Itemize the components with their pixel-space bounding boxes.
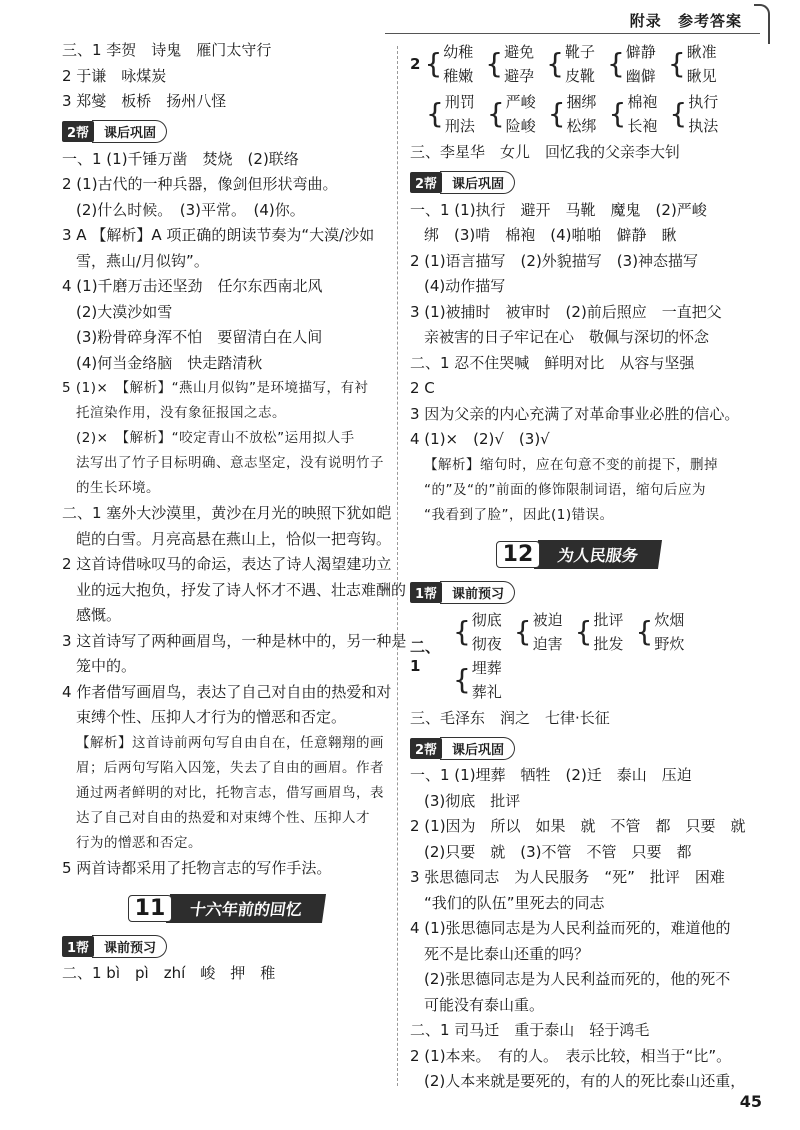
answer-line: 笼中的。 [76, 657, 137, 675]
brace-icon: { [513, 614, 532, 648]
word: 葬礼 [471, 682, 502, 701]
lesson-number: 11 [128, 895, 173, 922]
brace-icon: { [424, 47, 443, 80]
word-pairs-row [410, 90, 746, 138]
answer-line: 雪，燕山/月似钩”。 [76, 251, 209, 270]
answer-line: 2 (1)语言描写 (2)外貌描写 (3)神态描写 [410, 251, 699, 270]
badge-label: 课后巩固 [440, 737, 515, 760]
word: 埋葬 [471, 658, 502, 677]
answer-line: 3 A 【解析】A 项正确的朗读节奏为“大漠/沙如 [62, 226, 375, 244]
answer-line: 业的远大抱负，抒发了诗人怀才不遇、壮志难酬的 [76, 580, 407, 599]
lesson-name: 十六年前的回忆 [166, 894, 326, 923]
word: 皮靴 [564, 67, 595, 85]
badge-label: 课后巩固 [440, 171, 515, 194]
answer-line: 3 (1)被捕时 被审时 (2)前后照应 一直把父 [410, 302, 722, 321]
answer-line: 2 (1)本来。 有的人。 表示比较，相当于“比”。 [410, 1046, 732, 1065]
word: 被迫 [532, 610, 563, 629]
brace-icon: { [667, 47, 686, 80]
word: 批发 [593, 634, 624, 653]
word: 长袍 [627, 117, 658, 135]
brace-icon: { [547, 97, 566, 130]
lesson-name: 为人民服务 [534, 540, 662, 569]
word: 僻静 [625, 43, 656, 61]
answer-line: 二、1 塞外大沙漠里，黄沙在月光的映照下犹如皑 [62, 504, 392, 522]
word: 野炊 [654, 634, 685, 653]
header-rule [385, 33, 760, 34]
answer-line: 一、1 (1)埋葬 牺牲 (2)迁 泰山 压迫 [410, 766, 692, 784]
word-pairs-row [410, 608, 746, 704]
answer-line: (3)彻底 批评 [424, 791, 521, 810]
question-number: 二、1 [410, 638, 441, 675]
word: 稚嫩 [443, 67, 474, 85]
badge-step: 2帮 [410, 172, 442, 193]
brace-icon: { [486, 97, 505, 130]
word: 避孕 [504, 67, 535, 85]
brace-icon: { [426, 97, 444, 130]
answer-line: 绑 (3)啃 棉袍 (4)啪啪 僻静 瞅 [424, 226, 677, 244]
answer-line: 2 于谦 咏煤炭 [62, 66, 167, 85]
answer-line: 感慨。 [76, 606, 122, 624]
explanation-line: 通过两者鲜明的对比，托物言志，借写画眉鸟，表 [76, 784, 384, 801]
badge-label: 课前预习 [440, 581, 515, 604]
answer-line: (2)张思德同志是为人民利益而死的，他的死不 [424, 970, 731, 988]
word-pair [668, 40, 717, 88]
word: 严峻 [505, 93, 536, 111]
word: 炊烟 [654, 610, 685, 629]
word-pair [426, 90, 475, 138]
brace-icon: { [485, 47, 504, 80]
lesson-title-12 [410, 538, 746, 572]
word: 彻夜 [471, 634, 502, 653]
word: 捆绑 [566, 93, 597, 111]
word: 幽僻 [625, 67, 656, 85]
answer-line: 2 (1)古代的一种兵器，像剑但形状弯曲。 [62, 175, 338, 193]
lesson-title-11 [62, 891, 390, 925]
explanation-line: 【解析】这首诗前两句写自由自在，任意翱翔的画 [76, 734, 384, 751]
page-number: 45 [739, 1092, 762, 1111]
badge-step: 2帮 [62, 121, 94, 142]
header-answers: 参考答案 [677, 12, 742, 30]
section-badge-pre-class [62, 935, 390, 957]
answer-line: 亲被害的日子牢记在心 敬佩与深切的怀念 [424, 328, 710, 346]
brace-icon: { [574, 614, 593, 648]
answer-line: 3 因为父亲的内心充满了对革命事业必胜的信心。 [410, 404, 740, 423]
answer-line: 二、1 司马迁 重于泰山 轻于鸿毛 [410, 1021, 650, 1039]
answer-line: (4)何当金络脑 快走踏清秋 [76, 353, 263, 372]
answer-line: 3 这首诗写了两种画眉鸟，一种是林中的，另一种是 [62, 631, 407, 650]
brace-icon: { [608, 97, 627, 130]
answer-line: (4)动作描写 [424, 277, 506, 295]
word-pair [453, 608, 502, 656]
answer-line: 法写出了竹子目标明确、意志坚定，没有说明竹子 [76, 455, 384, 471]
badge-label: 课前预习 [92, 935, 167, 958]
explanation-line: “我看到了脸”，因此(1)错误。 [424, 506, 614, 523]
word: 执法 [688, 117, 719, 135]
word-pair [669, 90, 718, 138]
word: 避免 [504, 43, 535, 61]
question-number: 2 [410, 55, 421, 73]
answer-line: 2 这首诗借咏叹马的命运，表达了诗人渴望建功立 [62, 555, 392, 573]
answer-line: (2)人本来就是要死的，有的人的死比泰山还重， [424, 1072, 746, 1090]
answer-line: 5 (1)× 【解析】“燕山月似钩”是环境描写，有衬 [62, 380, 369, 396]
answer-line: 4 (1)千磨万击还坚劲 任尔东西南北风 [62, 277, 323, 295]
word-pair [548, 90, 597, 138]
answer-line: 束缚个性、压抑人才行为的憎恶和否定。 [76, 708, 347, 726]
word: 刑法 [444, 117, 475, 135]
word: 瞅准 [686, 43, 717, 61]
section-badge-after-class [410, 172, 746, 194]
word-pair [485, 40, 534, 88]
answer-line: “我们的队伍”里死去的同志 [424, 893, 605, 912]
word-pair [546, 40, 595, 88]
answer-line: 5 两首诗都采用了托物言志的写作手法。 [62, 858, 332, 877]
section-badge-pre-class [410, 582, 746, 604]
word: 靴子 [564, 43, 595, 61]
answer-line: 二、1 bì pì zhí 峻 押 稚 [62, 964, 276, 982]
brace-icon: { [452, 662, 471, 696]
explanation-line: 达了自己对自由的热爱和对束缚个性、压抑人才 [76, 809, 370, 826]
word-pair [607, 40, 656, 88]
answer-line: (2)大漠沙如雪 [76, 302, 173, 321]
answer-line: 死不是比泰山还重的吗？ [424, 944, 590, 963]
answer-line: 2 (1)因为 所以 如果 就 不管 都 只要 就 [410, 817, 746, 835]
answer-line: 一、1 (1)执行 避开 马靴 魔鬼 (2)严峻 [410, 200, 707, 219]
answer-line: (2)只要 就 (3)不管 不管 只要 都 [424, 842, 692, 861]
answer-line: (2)什么时候。 (3)平常。 (4)你。 [76, 200, 305, 219]
word: 批评 [593, 610, 624, 629]
brace-icon: { [546, 47, 564, 80]
explanation-line: “的”及“的”前面的修饰限制词语，缩句后应为 [424, 481, 706, 498]
word-pair [635, 608, 684, 656]
word-pair [424, 40, 473, 88]
word: 瞅见 [686, 67, 717, 85]
answer-line: 4 (1)× (2)√ (3)√ [410, 430, 550, 448]
answer-line: 4 作者借写画眉鸟，表达了自己对自由的热爱和对 [62, 682, 392, 701]
answer-line: 皑的白雪。月亮高悬在燕山上，恰似一把弯钩。 [76, 529, 392, 548]
running-header [620, 10, 742, 31]
word: 迫害 [532, 634, 563, 653]
answer-line: 一、1 (1)千锤万凿 焚烧 (2)联络 [62, 149, 299, 168]
word: 险峻 [505, 117, 536, 135]
badge-step: 2帮 [410, 738, 442, 759]
answer-line: 4 (1)张思德同志是为人民利益而死的，难道他的 [410, 919, 731, 937]
answer-line: 3 郑燮 板桥 扬州八怪 [62, 92, 227, 110]
word-pair [453, 656, 502, 704]
word-pair [609, 90, 658, 138]
word: 棉袍 [627, 93, 658, 111]
left-column [62, 38, 407, 987]
lesson-number: 12 [496, 541, 541, 568]
brace-icon: { [669, 97, 688, 130]
word-pairs-row [410, 40, 746, 88]
word-pair [487, 90, 536, 138]
answer-line: 2 C [410, 379, 435, 397]
answer-line: (3)粉骨碎身浑不怕 要留清白在人间 [76, 328, 323, 346]
word: 执行 [688, 93, 719, 111]
word: 彻底 [471, 610, 502, 629]
word: 松绑 [566, 117, 597, 135]
answer-line: 的生长环境。 [76, 480, 160, 496]
word-pair [514, 608, 563, 656]
header-appendix: 附录 [629, 12, 662, 30]
brace-icon: { [635, 614, 654, 648]
answer-line: 三、1 李贺 诗鬼 雁门太守行 [62, 41, 272, 59]
badge-step: 1帮 [410, 582, 442, 603]
section-badge-after-class [62, 121, 390, 143]
answer-line: 三、毛泽东 润之 七律·长征 [410, 708, 610, 727]
answer-line: (2)× 【解析】“咬定青山不放松”运用拟人手 [76, 430, 355, 446]
answer-line: 托渲染作用，没有象征报国之志。 [76, 405, 286, 421]
answer-line: 可能没有泰山重。 [424, 995, 545, 1014]
answer-line: 三、李星华 女儿 回忆我的父亲李大钊 [410, 143, 681, 161]
brace-icon: { [452, 614, 471, 648]
answer-line: 二、1 忍不住哭喊 鲜明对比 从容与坚强 [410, 353, 695, 372]
word-pair [575, 608, 624, 656]
explanation-line: 眉；后两句写陷入囚笼，失去了自由的画眉。作者 [76, 759, 384, 776]
word: 幼稚 [443, 43, 474, 61]
header-ornament [754, 4, 770, 44]
section-badge-after-class [410, 737, 746, 759]
word-pair-group [426, 90, 730, 138]
answer-line: 3 张思德同志 为人民服务 “死” 批评 困难 [410, 868, 725, 886]
column-divider [397, 46, 398, 1086]
word-pair-group [453, 608, 746, 704]
explanation-line: 【解析】缩句时，应在句意不变的前提下，删掉 [424, 456, 718, 473]
word: 刑罚 [444, 93, 475, 111]
right-column [410, 38, 746, 1095]
explanation-line: 行为的憎恶和否定。 [76, 834, 202, 851]
badge-step: 1帮 [62, 936, 94, 957]
badge-label: 课后巩固 [92, 120, 167, 143]
brace-icon: { [606, 47, 625, 80]
word-pair-group [424, 40, 728, 88]
